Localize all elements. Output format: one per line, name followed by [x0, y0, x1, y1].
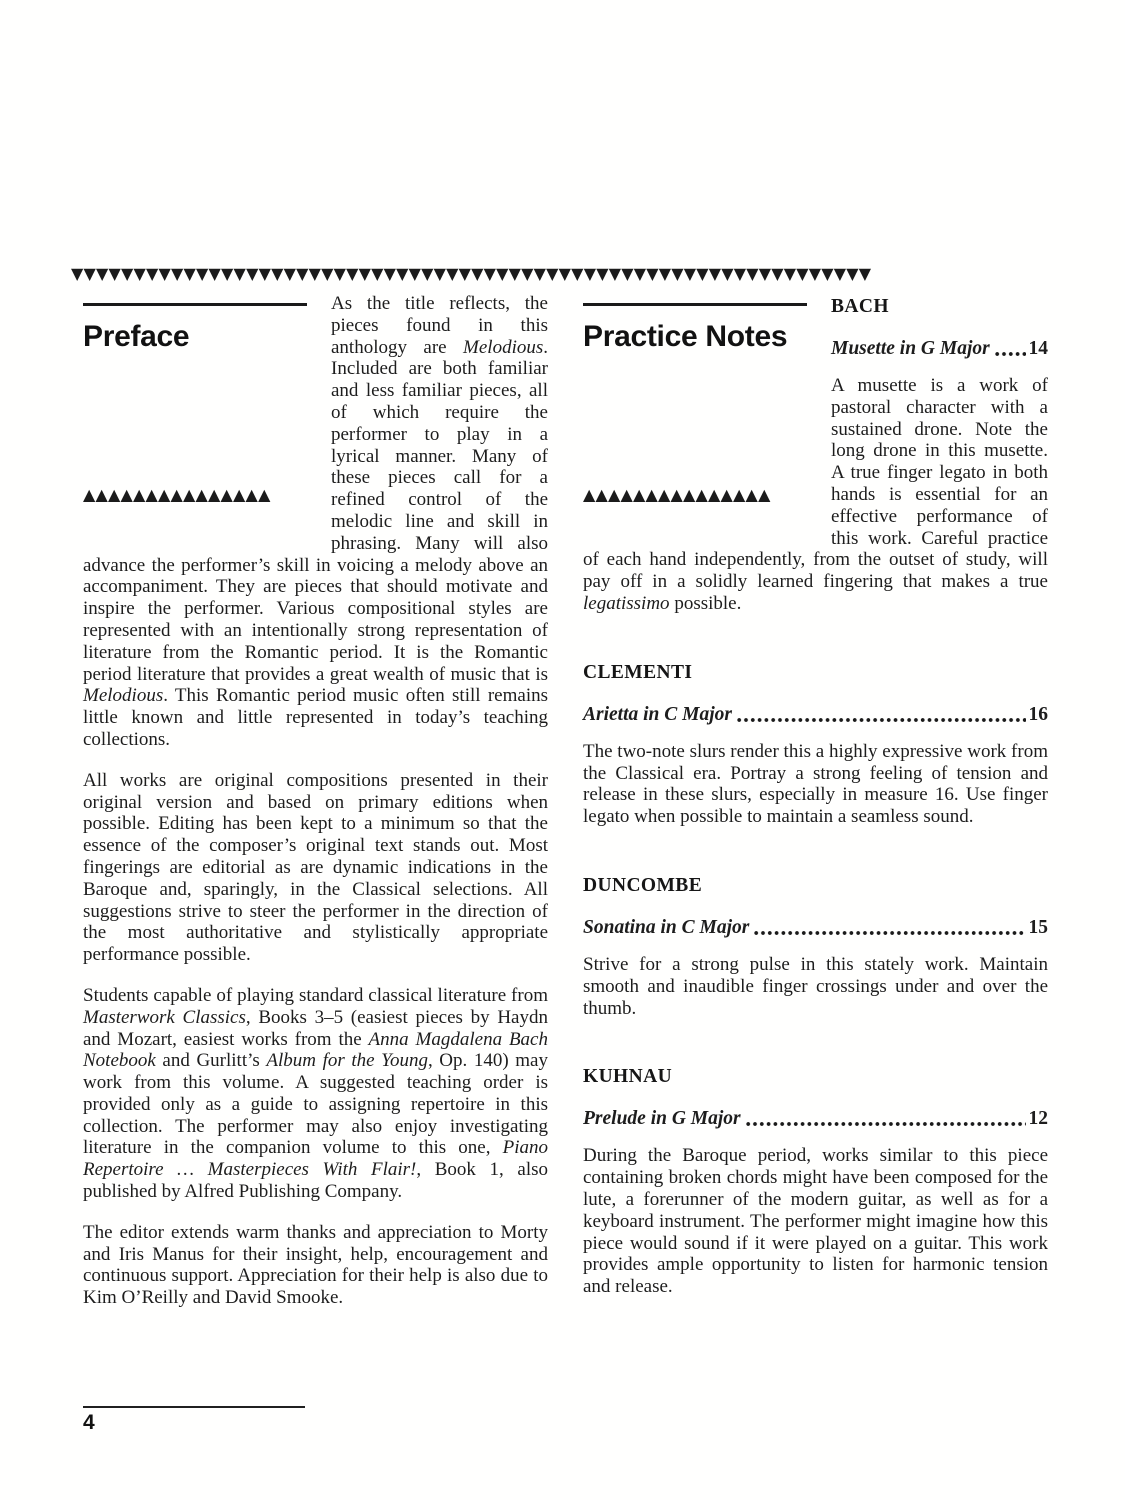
dot-leader — [746, 1121, 1026, 1127]
practice-notes-title: Practice Notes — [583, 320, 788, 353]
page-footer — [83, 1406, 305, 1435]
piece-title: Prelude in G Major — [583, 1108, 741, 1130]
piece-entry-sonatina — [583, 917, 1048, 939]
piece-page-number: 12 — [1028, 1108, 1048, 1130]
section-kuhnau — [583, 1063, 1048, 1298]
piece-title: Arietta in C Major — [583, 703, 732, 725]
composer-heading-clementi: CLEMENTI — [583, 661, 693, 683]
note-bach: A musette is a work of pastoral character with a sustained drone. Note the long drone in this musette. A true finger legato in both hands is essential for an effective performance of this work. Careful practice of each hand independently, from the outset of study, will pay off in a solidly learned fingering that makes a true legatissimo possible. — [583, 375, 1048, 614]
piece-page-number: 14 — [1028, 338, 1048, 359]
piece-entry-arietta — [583, 704, 1048, 726]
composer-heading-bach: BACH — [831, 296, 889, 317]
composer-heading-duncombe: DUNCOMBE — [583, 874, 703, 896]
up-triangle-row-left: ▲▲▲▲▲▲▲▲▲▲▲▲▲▲▲ — [83, 485, 271, 504]
practice-notes-column — [583, 293, 1048, 1309]
page-number: 4 — [83, 1411, 95, 1434]
up-triangle-row-right: ▲▲▲▲▲▲▲▲▲▲▲▲▲▲▲ — [583, 485, 771, 504]
piece-title: Sonatina in C Major — [583, 916, 750, 938]
composer-heading-kuhnau: KUHNAU — [583, 1066, 673, 1088]
piece-page-number: 15 — [1028, 916, 1048, 938]
preface-title: Preface — [83, 320, 190, 353]
dot-leader — [754, 930, 1025, 936]
dot-leader — [995, 351, 1026, 357]
practice-notes-heading-rule — [583, 303, 807, 306]
preface-paragraph-3: Students capable of playing standard classical literature from Masterwork Classics, Books 3–5 (easiest pieces by Haydn and Mozart, easiest works from the Anna Magdalena Bach Notebook and Gurlitt’s Album for the Young, Op. 140) may work from this volume. A suggested teaching order is provided only as a guide to assigning repertoire in this collection. The performer may also enjoy investigating literature in the companion volume to this one, Piano Repertoire … Masterpieces With Flair!, Book 1, also published by Alfred Publishing Company. — [83, 984, 548, 1203]
dot-leader — [737, 717, 1026, 723]
piece-entry-prelude — [583, 1108, 1048, 1130]
preface-paragraph-2: All works are original compositions presented in their original version and based on primary editions when possible. Editing has been kept to a minimum so that the essence of the composer’s original text stands out. Most fingerings are editorial as are dynamic indications in the Baroque and, sparingly, in the Classical selections. All suggestions strive to steer the performer in the direction of the most authoritative and stylistically appropriate performance possible. — [83, 769, 548, 966]
section-clementi — [583, 659, 1048, 828]
piece-title: Musette in G Major — [831, 338, 990, 359]
note-duncombe: Strive for a strong pulse in this stately work. Maintain smooth and inaudible finger crossings under and over the thumb. — [583, 953, 1048, 1019]
preface-heading-block — [83, 293, 307, 533]
practice-notes-heading-block — [583, 293, 807, 533]
note-kuhnau: During the Baroque period, works similar to this piece containing broken chords might have been composed for the lute, a forerunner of the modern guitar, as well as for a keyboard instrument. The performer might imagine how this piece would sound if it were played on a guitar. This work provides ample opportunity to listen for harmonic tension and release. — [583, 1145, 1048, 1298]
footer-rule — [83, 1406, 305, 1408]
down-triangle-row: ▼▼▼▼▼▼▼▼▼▼▼▼▼▼▼▼▼▼▼▼▼▼▼▼▼▼▼▼▼▼▼▼▼▼▼▼▼▼▼▼▼▼▼▼▼▼▼▼▼▼▼▼▼▼▼▼▼▼▼▼▼▼▼▼ — [71, 264, 872, 283]
preface-paragraph-1: As the title reflects, the pieces found in this anthology are Melodious. Included are both familiar and less familiar pieces, all of which require the performer to play in a lyrical manner. Many of these pieces call for a refined control of the melodic line and skill in phrasing. Many will also advance the performer’s skill in voicing a melody above an accompaniment. They are pieces that should motivate and inspire the performer. Various compositional styles are represented with an intentionally strong representation of literature from the Romantic period. It is the Romantic period literature that provides a great wealth of music that is Melodious. This Romantic period music often still remains little known and little represented in today’s teaching collections. — [83, 293, 548, 750]
note-clementi: The two-note slurs render this a highly expressive work from the Classical era. Portray a strong feeling of tension and release in these slurs, especially in measure 16. Use finger legato when possible to maintain a seamless sound. — [583, 740, 1048, 828]
preface-paragraph-4: The editor extends warm thanks and appreciation to Morty and Iris Manus for their insight, help, encouragement and continuous support. Appreciation for their help is also due to Kim O’Reilly and David Smooke. — [83, 1221, 548, 1309]
preface-heading-rule — [83, 303, 307, 306]
piece-page-number: 16 — [1028, 703, 1048, 725]
two-column-layout — [83, 293, 1048, 1309]
piece-entry-musette — [831, 338, 1048, 360]
section-duncombe — [583, 872, 1048, 1019]
preface-column — [83, 293, 548, 1309]
